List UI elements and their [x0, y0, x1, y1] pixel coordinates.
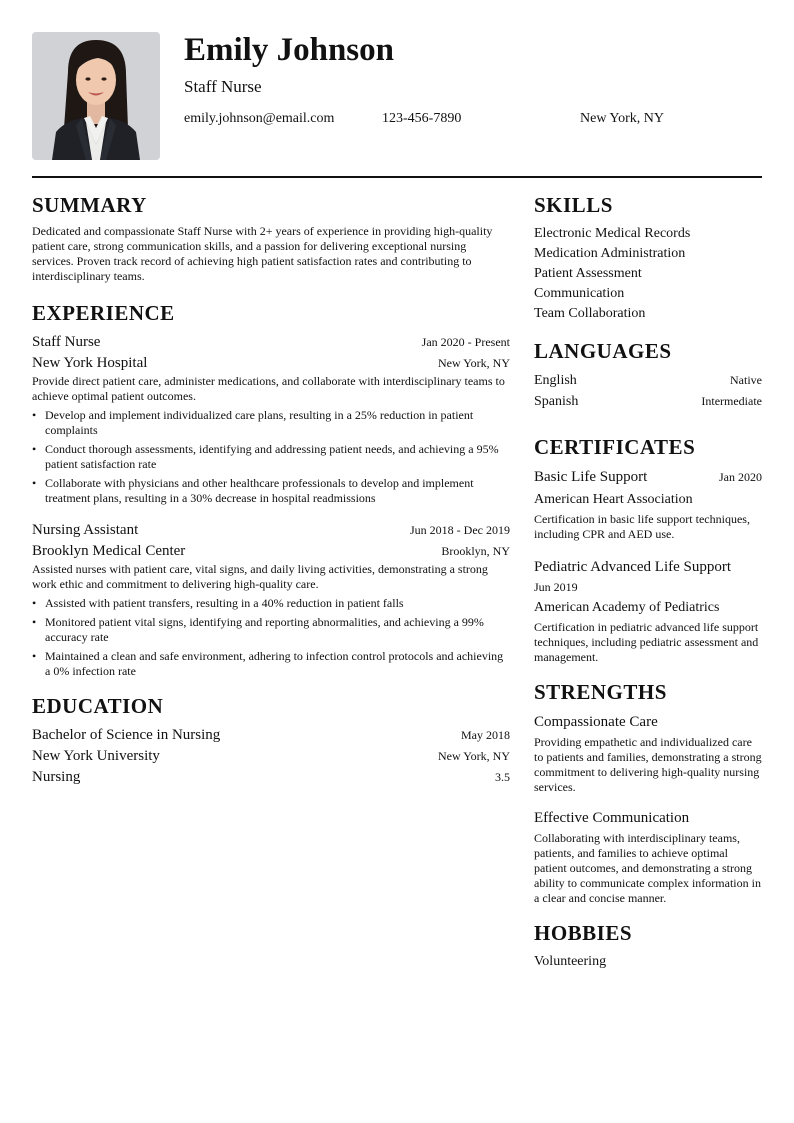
home-location: New York, NY: [580, 111, 665, 126]
job-entry: [32, 332, 510, 506]
left-column: [32, 192, 510, 802]
job-achievements: [32, 408, 510, 506]
school-name: New York University: [32, 748, 160, 764]
certificate-issuer: American Heart Association: [534, 492, 693, 507]
language-item: [534, 370, 762, 391]
job-description: Provide direct patient care, administer medications, and collaborate with interdisciplinary teams to achieve optimal patient outcomes.: [32, 374, 505, 403]
education-heading: EDUCATION: [32, 694, 164, 718]
job-role: Nursing Assistant: [32, 522, 139, 538]
phone-number[interactable]: 123-456-7890: [382, 111, 462, 126]
strengths-heading: STRENGTHS: [534, 680, 667, 704]
right-column: [534, 192, 762, 986]
strength-title: Compassionate Care: [534, 714, 658, 730]
job-role: Staff Nurse: [32, 334, 101, 350]
experience-heading: EXPERIENCE: [32, 301, 175, 325]
school-location: New York, NY: [437, 749, 510, 763]
certificate-issuer: American Academy of Pediatrics: [534, 600, 720, 615]
field-of-study: Nursing: [32, 769, 81, 785]
certificate-date: Jun 2019: [534, 580, 578, 594]
achievement-item: • Collaborate with physicians and other healthcare professionals to develop and implement treatment plans, resulting in a 30% decrease in hospital readmissions: [32, 476, 510, 506]
achievement-item: • Conduct thorough assessments, identifying and addressing patient needs, and achieving a 95% patient satisfaction rate: [32, 442, 510, 472]
job-location: New York, NY: [437, 356, 510, 370]
job-location: Brooklyn, NY: [441, 544, 510, 558]
skill-item: Patient Assessment: [534, 266, 642, 281]
summary-section: [32, 192, 510, 284]
job-description: Assisted nurses with patient care, vital signs, and daily living activities, demonstrating a strong work ethic and commitment to delivering high-quality care.: [32, 562, 488, 591]
job-dates: Jan 2020 - Present: [421, 335, 510, 349]
certificate-description: Certification in basic life support techniques, including CPR and AED use.: [534, 512, 750, 541]
achievement-item: • Assisted with patient transfers, resulting in a 40% reduction in patient falls: [32, 596, 510, 611]
strength-item: [534, 711, 762, 795]
job-company: New York Hospital: [32, 355, 148, 371]
job-company: Brooklyn Medical Center: [32, 543, 186, 559]
certificates-heading: CERTIFICATES: [534, 435, 696, 459]
strength-item: [534, 807, 762, 906]
summary-text: Dedicated and compassionate Staff Nurse with 2+ years of experience in providing high-quality patient care, strong communication skills, and a passion for delivering exceptional nursing services. Proven track record of achieving high patient satisfaction rates and contributing to interdisciplinary teams.: [32, 224, 493, 283]
skills-heading: SKILLS: [534, 193, 613, 217]
hobby-item: Volunteering: [534, 954, 607, 969]
hobbies-section: [534, 920, 762, 972]
language-name: Spanish: [534, 394, 579, 409]
strength-description: Providing empathetic and individualized care to patients and families, demonstrating a strong commitment to delivering high-quality nursing services.: [534, 735, 762, 794]
profile-photo: [32, 32, 160, 160]
certificate-name: Pediatric Advanced Life Support: [534, 559, 732, 575]
language-level: Native: [730, 373, 762, 387]
achievement-item: • Monitored patient vital signs, identifying and reporting abnormalities, and achieving a 99% accuracy rate: [32, 615, 510, 645]
summary-heading: SUMMARY: [32, 193, 147, 217]
graduation-date: May 2018: [461, 728, 510, 742]
job-title: Staff Nurse: [184, 77, 262, 96]
skill-item: Team Collaboration: [534, 306, 646, 321]
certificate-name: Basic Life Support: [534, 469, 648, 485]
header-divider: [32, 176, 762, 178]
language-level: Intermediate: [701, 394, 762, 408]
languages-section: [534, 338, 762, 412]
job-achievements: [32, 596, 510, 679]
language-item: [534, 391, 762, 412]
certificates-section: [534, 434, 762, 665]
skills-section: [534, 192, 762, 324]
experience-section: [32, 300, 510, 679]
degree-name: Bachelor of Science in Nursing: [32, 727, 221, 743]
skill-item: Medication Administration: [534, 246, 686, 261]
strengths-section: [534, 679, 762, 906]
language-name: English: [534, 373, 577, 388]
certificate-item: [534, 556, 762, 665]
job-dates: Jun 2018 - Dec 2019: [410, 523, 510, 537]
skill-item: Electronic Medical Records: [534, 226, 691, 241]
strength-description: Collaborating with interdisciplinary teams, patients, and families to achieve optimal patient outcomes, and demonstrating a strong ability to communicate complex information in a clear and concise manner.: [534, 831, 761, 905]
candidate-name: Emily Johnson: [184, 32, 394, 68]
resume-header: [32, 32, 762, 160]
achievement-item: • Maintained a clean and safe environment, adhering to infection control protocols and achieving a 0% infection rate: [32, 649, 510, 679]
strength-title: Effective Communication: [534, 810, 690, 826]
achievement-item: • Develop and implement individualized care plans, resulting in a 25% reduction in patient complaints: [32, 408, 510, 438]
languages-heading: LANGUAGES: [534, 339, 672, 363]
gpa-value: 3.5: [495, 770, 510, 784]
certificate-date: Jan 2020: [719, 470, 762, 484]
certificate-description: Certification in pediatric advanced life support techniques, including pediatric assessment and management.: [534, 620, 759, 664]
job-entry: [32, 520, 510, 679]
education-section: [32, 693, 510, 788]
skill-item: Communication: [534, 286, 625, 301]
hobbies-heading: HOBBIES: [534, 921, 633, 945]
email-address[interactable]: emily.johnson@email.com: [184, 111, 335, 126]
certificate-item: [534, 466, 762, 542]
